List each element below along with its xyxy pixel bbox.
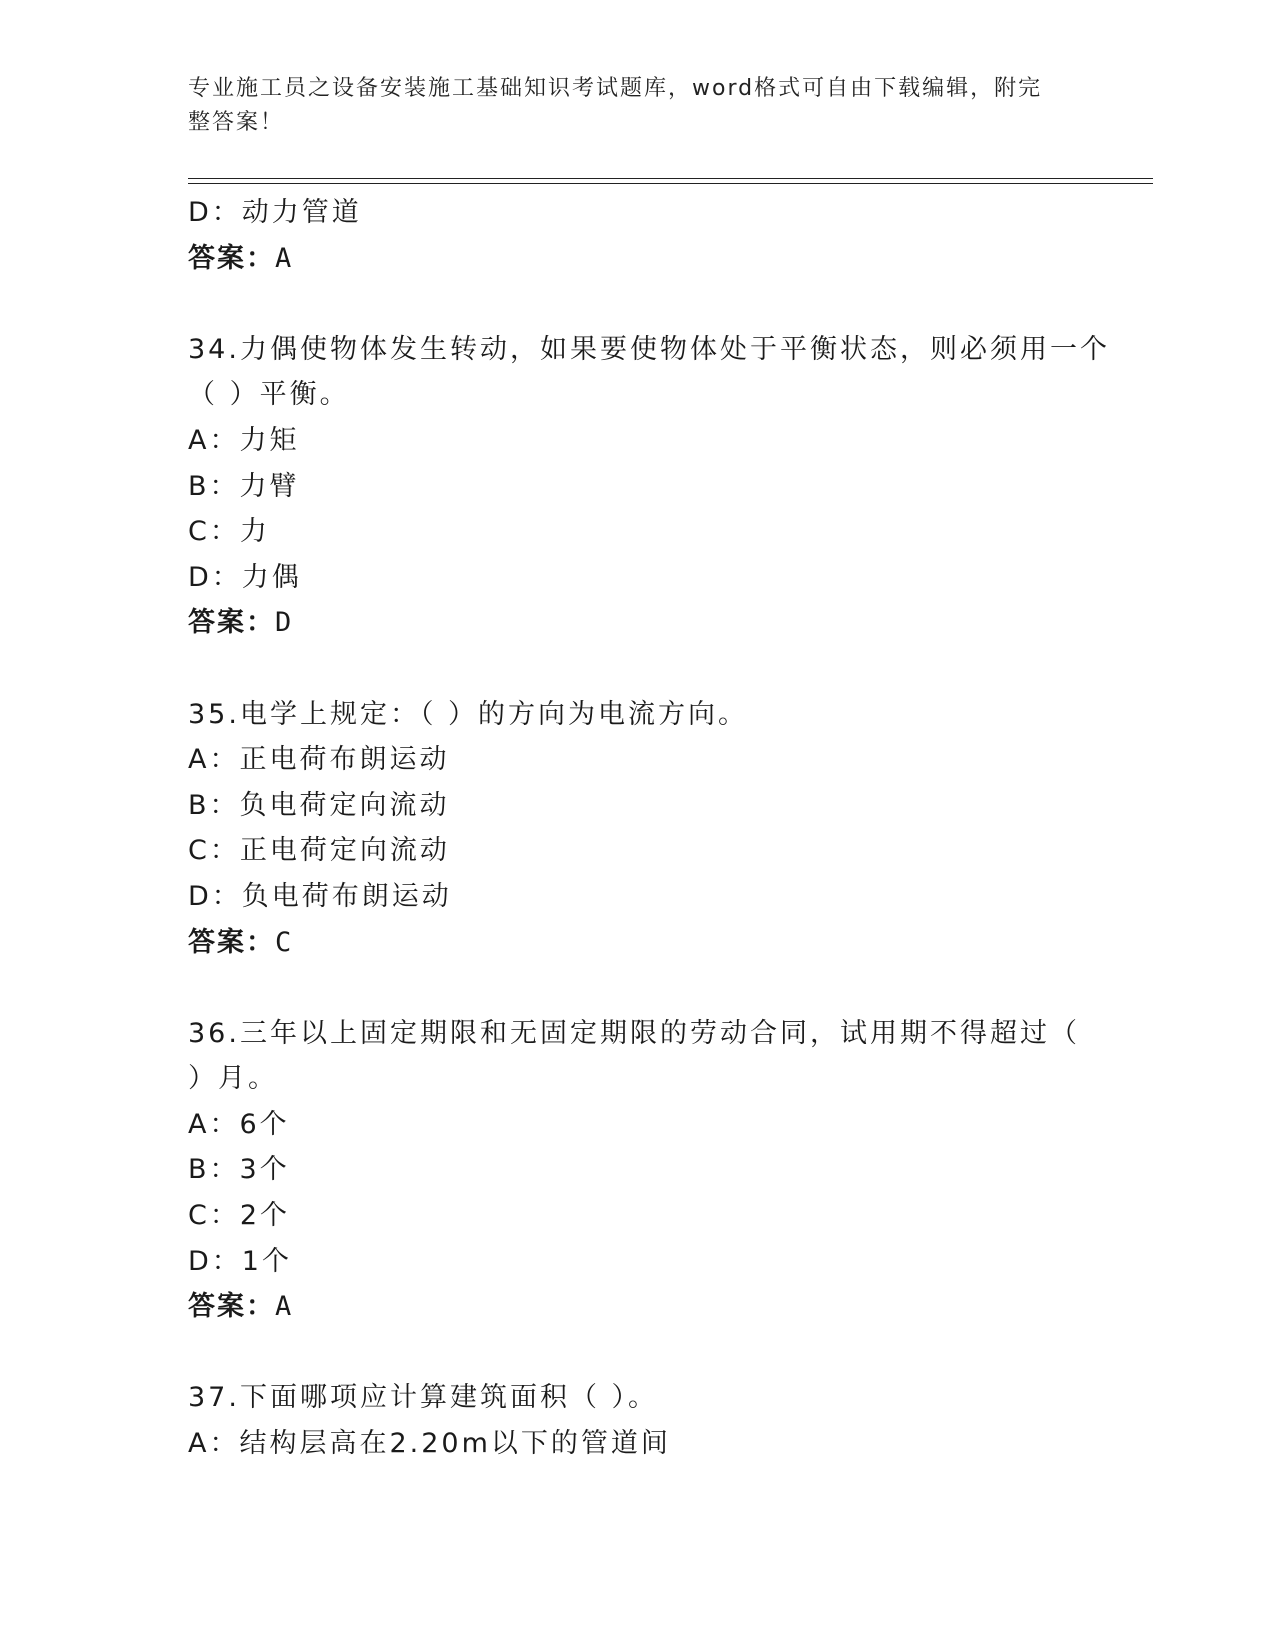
- question-stem: 34.力偶使物体发生转动，如果要使物体处于平衡状态，则必须用一个: [188, 333, 1110, 365]
- option-a: A：结构层高在2.20m以下的管道间: [188, 1428, 671, 1460]
- header-line-1: 专业施工员之设备安装施工基础知识考试题库，word格式可自由下载编辑，附完: [188, 76, 1043, 101]
- answer-line: [188, 920, 1148, 966]
- spacer: [188, 965, 1148, 1011]
- spacer: [188, 646, 1148, 692]
- question-stem-continued: ）月。: [188, 1063, 278, 1095]
- question-stem: 35.电学上规定：（ ）的方向为电流方向。: [188, 698, 749, 730]
- question-37: [188, 1375, 1148, 1466]
- option-b: B：负电荷定向流动: [188, 789, 450, 821]
- question-stem: 36.三年以上固定期限和无固定期限的劳动合同，试用期不得超过（: [188, 1017, 1080, 1049]
- answer-line: [188, 600, 1148, 646]
- header-divider-top: [188, 178, 1153, 179]
- option-d: D：力偶: [188, 561, 302, 593]
- header-line-2: 整答案！: [188, 110, 285, 135]
- option-a: A：正电荷布朗运动: [188, 744, 450, 776]
- answer-value: A: [275, 242, 294, 274]
- option-b: B：3个: [188, 1154, 290, 1186]
- question-stem: 37.下面哪项应计算建筑面积（ ）。: [188, 1382, 659, 1414]
- answer-line: [188, 236, 1148, 282]
- spacer: [188, 1330, 1148, 1376]
- answer-line: [188, 1284, 1148, 1330]
- question-content: [188, 190, 1148, 1467]
- option-d: D：动力管道: [188, 197, 362, 228]
- answer-label: 答案：: [188, 1291, 275, 1323]
- answer-value: C: [275, 926, 294, 958]
- header-divider-bottom: [188, 183, 1153, 184]
- option-c: C：力: [188, 516, 270, 548]
- answer-label: 答案：: [188, 607, 275, 639]
- document-header: [188, 72, 1088, 140]
- option-a: A：力矩: [188, 424, 300, 456]
- question-34: [188, 327, 1148, 646]
- answer-value: D: [275, 607, 294, 639]
- option-d: D：1个: [188, 1245, 292, 1277]
- option-a: A：6个: [188, 1108, 290, 1140]
- answer-value: A: [275, 1291, 294, 1323]
- option-c: C：2个: [188, 1200, 291, 1232]
- question-35: [188, 692, 1148, 966]
- option-b: B：力臂: [188, 470, 300, 502]
- spacer: [188, 281, 1148, 327]
- option-d: D：负电荷布朗运动: [188, 880, 452, 912]
- question-stem-continued: （ ）平衡。: [188, 379, 350, 411]
- option-c: C：正电荷定向流动: [188, 835, 450, 867]
- question-36: [188, 1011, 1148, 1330]
- answer-label: 答案：: [188, 926, 275, 958]
- answer-label: 答案：: [188, 242, 275, 274]
